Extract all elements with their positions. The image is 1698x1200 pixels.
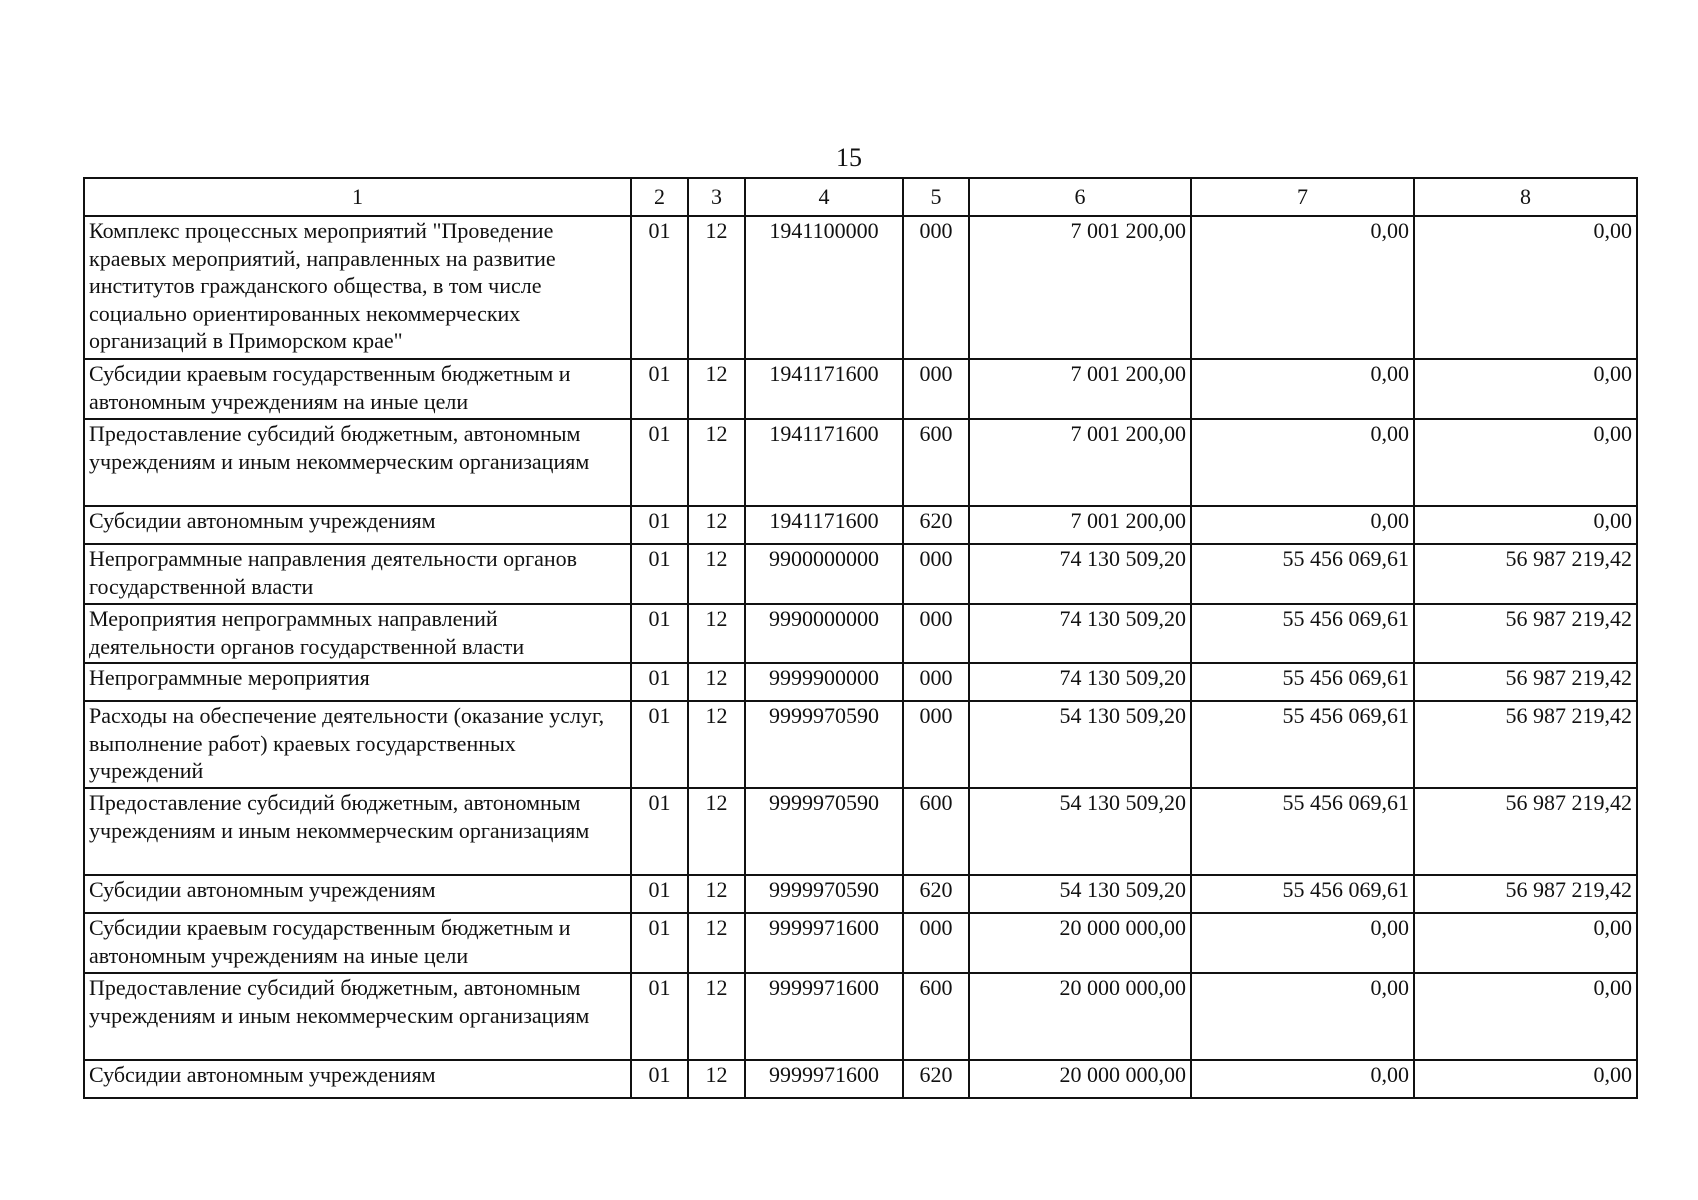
expense-name: Предоставление субсидий бюджетным, автономным учреждениям и иным некоммерческим организациям	[84, 973, 631, 1060]
target-article-code: 9990000000	[745, 604, 903, 663]
section-code: 01	[631, 913, 688, 973]
amount-col6: 20 000 000,00	[969, 1060, 1191, 1098]
header-cell: 4	[745, 178, 903, 216]
amount-col8: 0,00	[1414, 1060, 1637, 1098]
subsection-code: 12	[688, 1060, 745, 1098]
amount-col8: 0,00	[1414, 359, 1637, 419]
amount-col8: 0,00	[1414, 913, 1637, 973]
target-article-code: 9999970590	[745, 788, 903, 875]
expense-type-code: 000	[903, 913, 969, 973]
amount-col7: 0,00	[1191, 359, 1414, 419]
target-article-code: 9999971600	[745, 973, 903, 1060]
amount-col7: 0,00	[1191, 913, 1414, 973]
amount-col7: 55 456 069,61	[1191, 604, 1414, 663]
section-code: 01	[631, 1060, 688, 1098]
amount-col6: 74 130 509,20	[969, 604, 1191, 663]
subsection-code: 12	[688, 788, 745, 875]
table-row	[84, 913, 1637, 973]
amount-col7: 55 456 069,61	[1191, 663, 1414, 701]
expense-type-code: 000	[903, 701, 969, 788]
header-cell: 3	[688, 178, 745, 216]
table-row	[84, 419, 1637, 506]
table-row	[84, 604, 1637, 663]
header-cell: 5	[903, 178, 969, 216]
subsection-code: 12	[688, 359, 745, 419]
expense-type-code: 000	[903, 663, 969, 701]
expense-type-code: 620	[903, 875, 969, 913]
subsection-code: 12	[688, 875, 745, 913]
amount-col8: 0,00	[1414, 973, 1637, 1060]
section-code: 01	[631, 604, 688, 663]
subsection-code: 12	[688, 419, 745, 506]
table-row	[84, 506, 1637, 544]
amount-col7: 55 456 069,61	[1191, 544, 1414, 604]
section-code: 01	[631, 544, 688, 604]
amount-col6: 54 130 509,20	[969, 875, 1191, 913]
amount-col6: 54 130 509,20	[969, 701, 1191, 788]
amount-col8: 56 987 219,42	[1414, 701, 1637, 788]
amount-col8: 56 987 219,42	[1414, 663, 1637, 701]
header-cell: 8	[1414, 178, 1637, 216]
table-row	[84, 544, 1637, 604]
amount-col6: 7 001 200,00	[969, 506, 1191, 544]
header-cell: 6	[969, 178, 1191, 216]
target-article-code: 9999970590	[745, 875, 903, 913]
table-row	[84, 216, 1637, 359]
amount-col8: 0,00	[1414, 419, 1637, 506]
expense-type-code: 000	[903, 604, 969, 663]
expense-type-code: 600	[903, 419, 969, 506]
subsection-code: 12	[688, 544, 745, 604]
amount-col7: 55 456 069,61	[1191, 788, 1414, 875]
expense-name: Комплекс процессных мероприятий "Проведение краевых мероприятий, направленных на развитие институтов гражданского общества, в том числе социально ориентированных некоммерческих организаций в Приморском крае"	[84, 216, 631, 359]
amount-col7: 0,00	[1191, 419, 1414, 506]
table-row	[84, 875, 1637, 913]
section-code: 01	[631, 216, 688, 359]
subsection-code: 12	[688, 913, 745, 973]
expense-name: Субсидии автономным учреждениям	[84, 875, 631, 913]
amount-col6: 74 130 509,20	[969, 663, 1191, 701]
subsection-code: 12	[688, 701, 745, 788]
expense-type-code: 000	[903, 216, 969, 359]
expense-type-code: 000	[903, 544, 969, 604]
section-code: 01	[631, 875, 688, 913]
expense-type-code: 620	[903, 1060, 969, 1098]
table-row	[84, 359, 1637, 419]
amount-col8: 0,00	[1414, 506, 1637, 544]
expense-name: Непрограммные мероприятия	[84, 663, 631, 701]
amount-col7: 0,00	[1191, 216, 1414, 359]
subsection-code: 12	[688, 663, 745, 701]
section-code: 01	[631, 701, 688, 788]
expense-name: Субсидии краевым государственным бюджетным и автономным учреждениям на иные цели	[84, 359, 631, 419]
amount-col8: 0,00	[1414, 216, 1637, 359]
section-code: 01	[631, 419, 688, 506]
amount-col7: 0,00	[1191, 973, 1414, 1060]
target-article-code: 1941171600	[745, 419, 903, 506]
expense-name: Предоставление субсидий бюджетным, автономным учреждениям и иным некоммерческим организациям	[84, 419, 631, 506]
table-row	[84, 663, 1637, 701]
expense-name: Расходы на обеспечение деятельности (оказание услуг, выполнение работ) краевых государственных учреждений	[84, 701, 631, 788]
header-row	[84, 178, 1637, 216]
expense-type-code: 620	[903, 506, 969, 544]
budget-table	[83, 177, 1638, 1099]
amount-col6: 54 130 509,20	[969, 788, 1191, 875]
section-code: 01	[631, 359, 688, 419]
amount-col6: 20 000 000,00	[969, 973, 1191, 1060]
target-article-code: 1941171600	[745, 359, 903, 419]
expense-name: Субсидии краевым государственным бюджетным и автономным учреждениям на иные цели	[84, 913, 631, 973]
amount-col7: 55 456 069,61	[1191, 875, 1414, 913]
target-article-code: 9999971600	[745, 1060, 903, 1098]
subsection-code: 12	[688, 216, 745, 359]
target-article-code: 1941100000	[745, 216, 903, 359]
amount-col7: 0,00	[1191, 1060, 1414, 1098]
section-code: 01	[631, 788, 688, 875]
page-number: 15	[836, 143, 862, 172]
amount-col7: 55 456 069,61	[1191, 701, 1414, 788]
table-row	[84, 1060, 1637, 1098]
table-row	[84, 973, 1637, 1060]
target-article-code: 9999970590	[745, 701, 903, 788]
expense-name: Субсидии автономным учреждениям	[84, 506, 631, 544]
subsection-code: 12	[688, 604, 745, 663]
table-body	[84, 216, 1637, 1098]
amount-col6: 7 001 200,00	[969, 419, 1191, 506]
amount-col8: 56 987 219,42	[1414, 604, 1637, 663]
amount-col8: 56 987 219,42	[1414, 875, 1637, 913]
subsection-code: 12	[688, 506, 745, 544]
expense-type-code: 600	[903, 788, 969, 875]
header-cell: 1	[84, 178, 631, 216]
amount-col8: 56 987 219,42	[1414, 788, 1637, 875]
amount-col6: 20 000 000,00	[969, 913, 1191, 973]
amount-col6: 7 001 200,00	[969, 216, 1191, 359]
section-code: 01	[631, 973, 688, 1060]
section-code: 01	[631, 663, 688, 701]
target-article-code: 9999971600	[745, 913, 903, 973]
amount-col6: 74 130 509,20	[969, 544, 1191, 604]
amount-col6: 7 001 200,00	[969, 359, 1191, 419]
target-article-code: 1941171600	[745, 506, 903, 544]
expense-type-code: 600	[903, 973, 969, 1060]
amount-col7: 0,00	[1191, 506, 1414, 544]
expense-name: Субсидии автономным учреждениям	[84, 1060, 631, 1098]
header-cell: 7	[1191, 178, 1414, 216]
section-code: 01	[631, 506, 688, 544]
amount-col8: 56 987 219,42	[1414, 544, 1637, 604]
subsection-code: 12	[688, 973, 745, 1060]
expense-name: Предоставление субсидий бюджетным, автономным учреждениям и иным некоммерческим организациям	[84, 788, 631, 875]
expense-name: Непрограммные направления деятельности органов государственной власти	[84, 544, 631, 604]
table-row	[84, 701, 1637, 788]
target-article-code: 9999900000	[745, 663, 903, 701]
target-article-code: 9900000000	[745, 544, 903, 604]
header-cell: 2	[631, 178, 688, 216]
table-row	[84, 788, 1637, 875]
expense-type-code: 000	[903, 359, 969, 419]
expense-name: Мероприятия непрограммных направлений деятельности органов государственной власти	[84, 604, 631, 663]
